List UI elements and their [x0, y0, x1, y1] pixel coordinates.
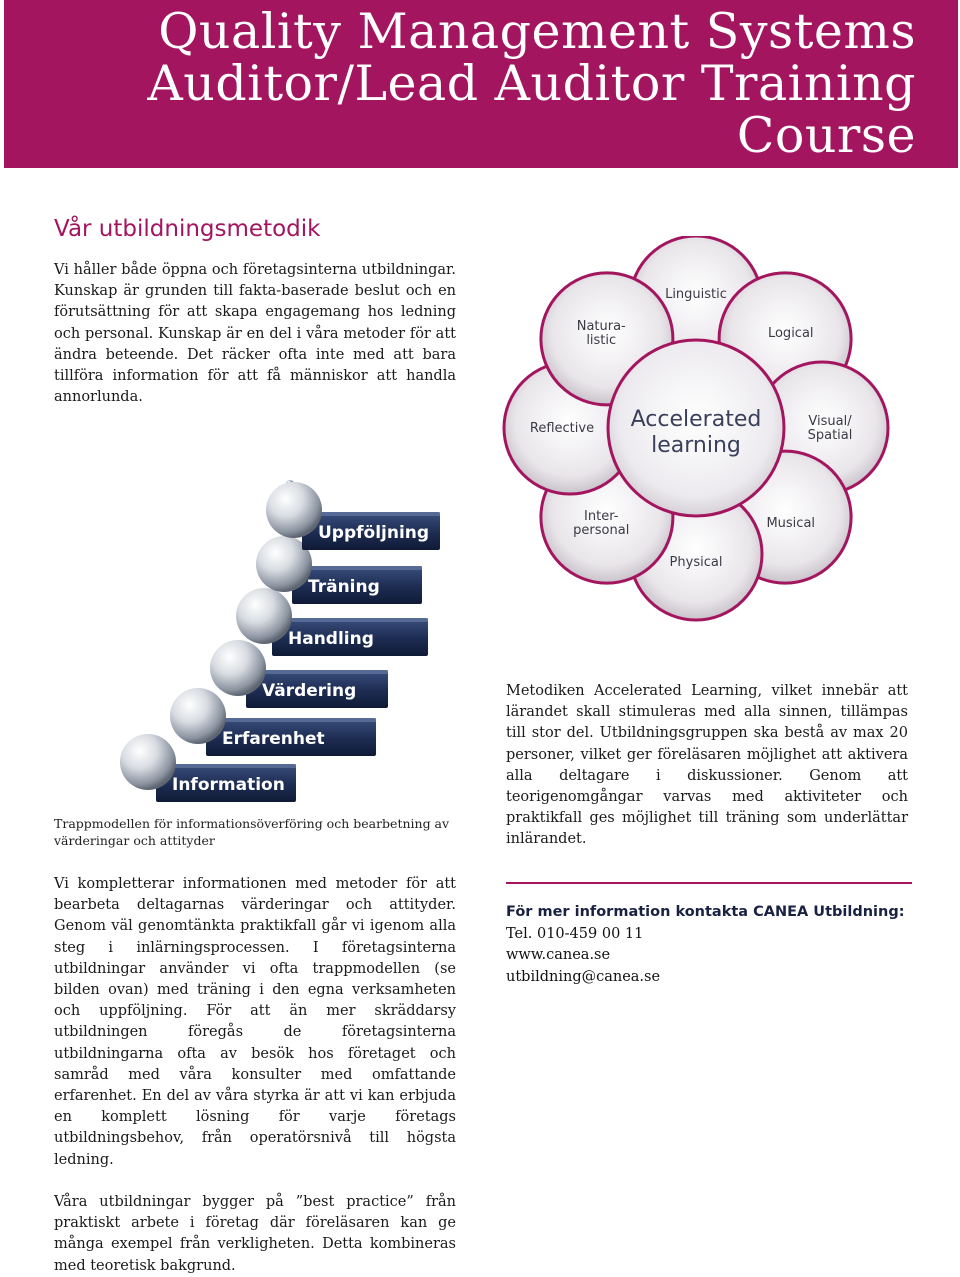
- petal-label: Musical: [766, 515, 816, 531]
- petal-label: Linguistic: [665, 287, 727, 302]
- center-label: learning: [651, 433, 741, 458]
- petal-label: Natura-: [576, 319, 626, 335]
- staircase-model: [112, 474, 442, 810]
- petal-label: Inter-: [584, 508, 619, 524]
- contact-heading: För mer information kontakta CANEA Utbildning:: [506, 904, 905, 920]
- petal-label: Logical: [767, 326, 814, 342]
- sphere-icon: [120, 734, 176, 790]
- step-label: Erfarenhet: [222, 729, 325, 749]
- course-title-line-1: Quality Management Systems: [158, 3, 916, 60]
- step-label: Träning: [308, 577, 380, 597]
- center-label: Accelerated: [630, 407, 762, 432]
- petal-label: Spatial: [807, 428, 853, 443]
- complement-paragraph: Vi kompletterar informationen med metoder för att bearbeta deltagarnas värderingar och attityder. Genom väl genomtänkta praktikfall går vi igenom alla steg i inlärningsprocessen. I företagsinterna utbildningar använder vi ofta trappmodellen (se bilden ovan) med träning i den egna verksamheten och uppföljning. För att än mer skräddarsy utbildningen föregås de företagsinterna utbildningarna ofta av besök hos företaget och samråd med våra konsulter med omfattande erfarenhet. En del av våra styrka är att vi kan erbjuda en komplett lösning för varje företags utbildningsbehov, från operatörsnivå till högsta ledning.: [54, 876, 456, 1168]
- sphere-icon: [210, 640, 266, 696]
- center-circle: [608, 340, 784, 516]
- contact-block: [506, 902, 926, 988]
- course-title-line-2: Auditor/Lead Auditor Training: [147, 55, 916, 112]
- course-title-line-3: Course: [736, 107, 916, 164]
- best-practice-paragraph: Våra utbildningar bygger på ”best practice” från praktiskt arbete i företag där föreläsaren kan ge många exempel från verkligheten. Detta kombineras med teoretisk bakgrund.: [54, 1194, 456, 1274]
- step-label: Information: [172, 775, 285, 795]
- step-label: Värdering: [262, 681, 357, 701]
- sphere-icon: [170, 688, 226, 744]
- intro-paragraph: Vi håller både öppna och företagsinterna utbildningar. Kunskap är grunden till fakta-baserade beslut och en förutsättning för att skapa engagemang hos ledning och personal. Kunskap är en del i våra metoder för att ändra beteende. Det räcker ofta inte med att bara tillföra information för att få människor att handla annorlunda.: [54, 262, 456, 406]
- contact-phone: Tel. 010-459 00 11: [506, 925, 644, 942]
- course-title: [147, 3, 916, 164]
- petal-label: Reflective: [529, 421, 595, 436]
- petal-label: listic: [586, 333, 617, 349]
- accelerated-learning-diagram: [496, 236, 916, 626]
- contact-email-link[interactable]: utbildning@canea.se: [506, 968, 661, 985]
- contact-divider: [506, 882, 912, 884]
- step-label: Handling: [288, 629, 374, 649]
- sphere-icon: [236, 588, 292, 644]
- petal-label: Visual/: [808, 414, 852, 429]
- petal-label: Physical: [669, 555, 723, 570]
- contact-website-link[interactable]: www.canea.se: [506, 947, 611, 963]
- method-paragraph: Metodiken Accelerated Learning, vilket innebär att lärandet skall stimuleras med alla sinnen, tillämpas till stor del. Utbildningsgruppen ska bestå av max 20 personer, vilket ger föreläsaren möjlighet att aktivera alla deltagare i diskussioner. Genom att teorigenomgångar varvas med aktiviteter och praktikfall ges möjlighet till träning som underlättar inlärandet.: [506, 683, 908, 848]
- staircase-caption: Trappmodellen för informationsöverföring och bearbetning av värderingar och attityder: [54, 816, 450, 848]
- petal-label: personal: [573, 522, 630, 538]
- sphere-icon: [266, 482, 322, 538]
- step-label: Uppföljning: [318, 523, 430, 543]
- title-banner: [4, 0, 958, 168]
- section-heading: Vår utbildningsmetodik: [54, 216, 321, 242]
